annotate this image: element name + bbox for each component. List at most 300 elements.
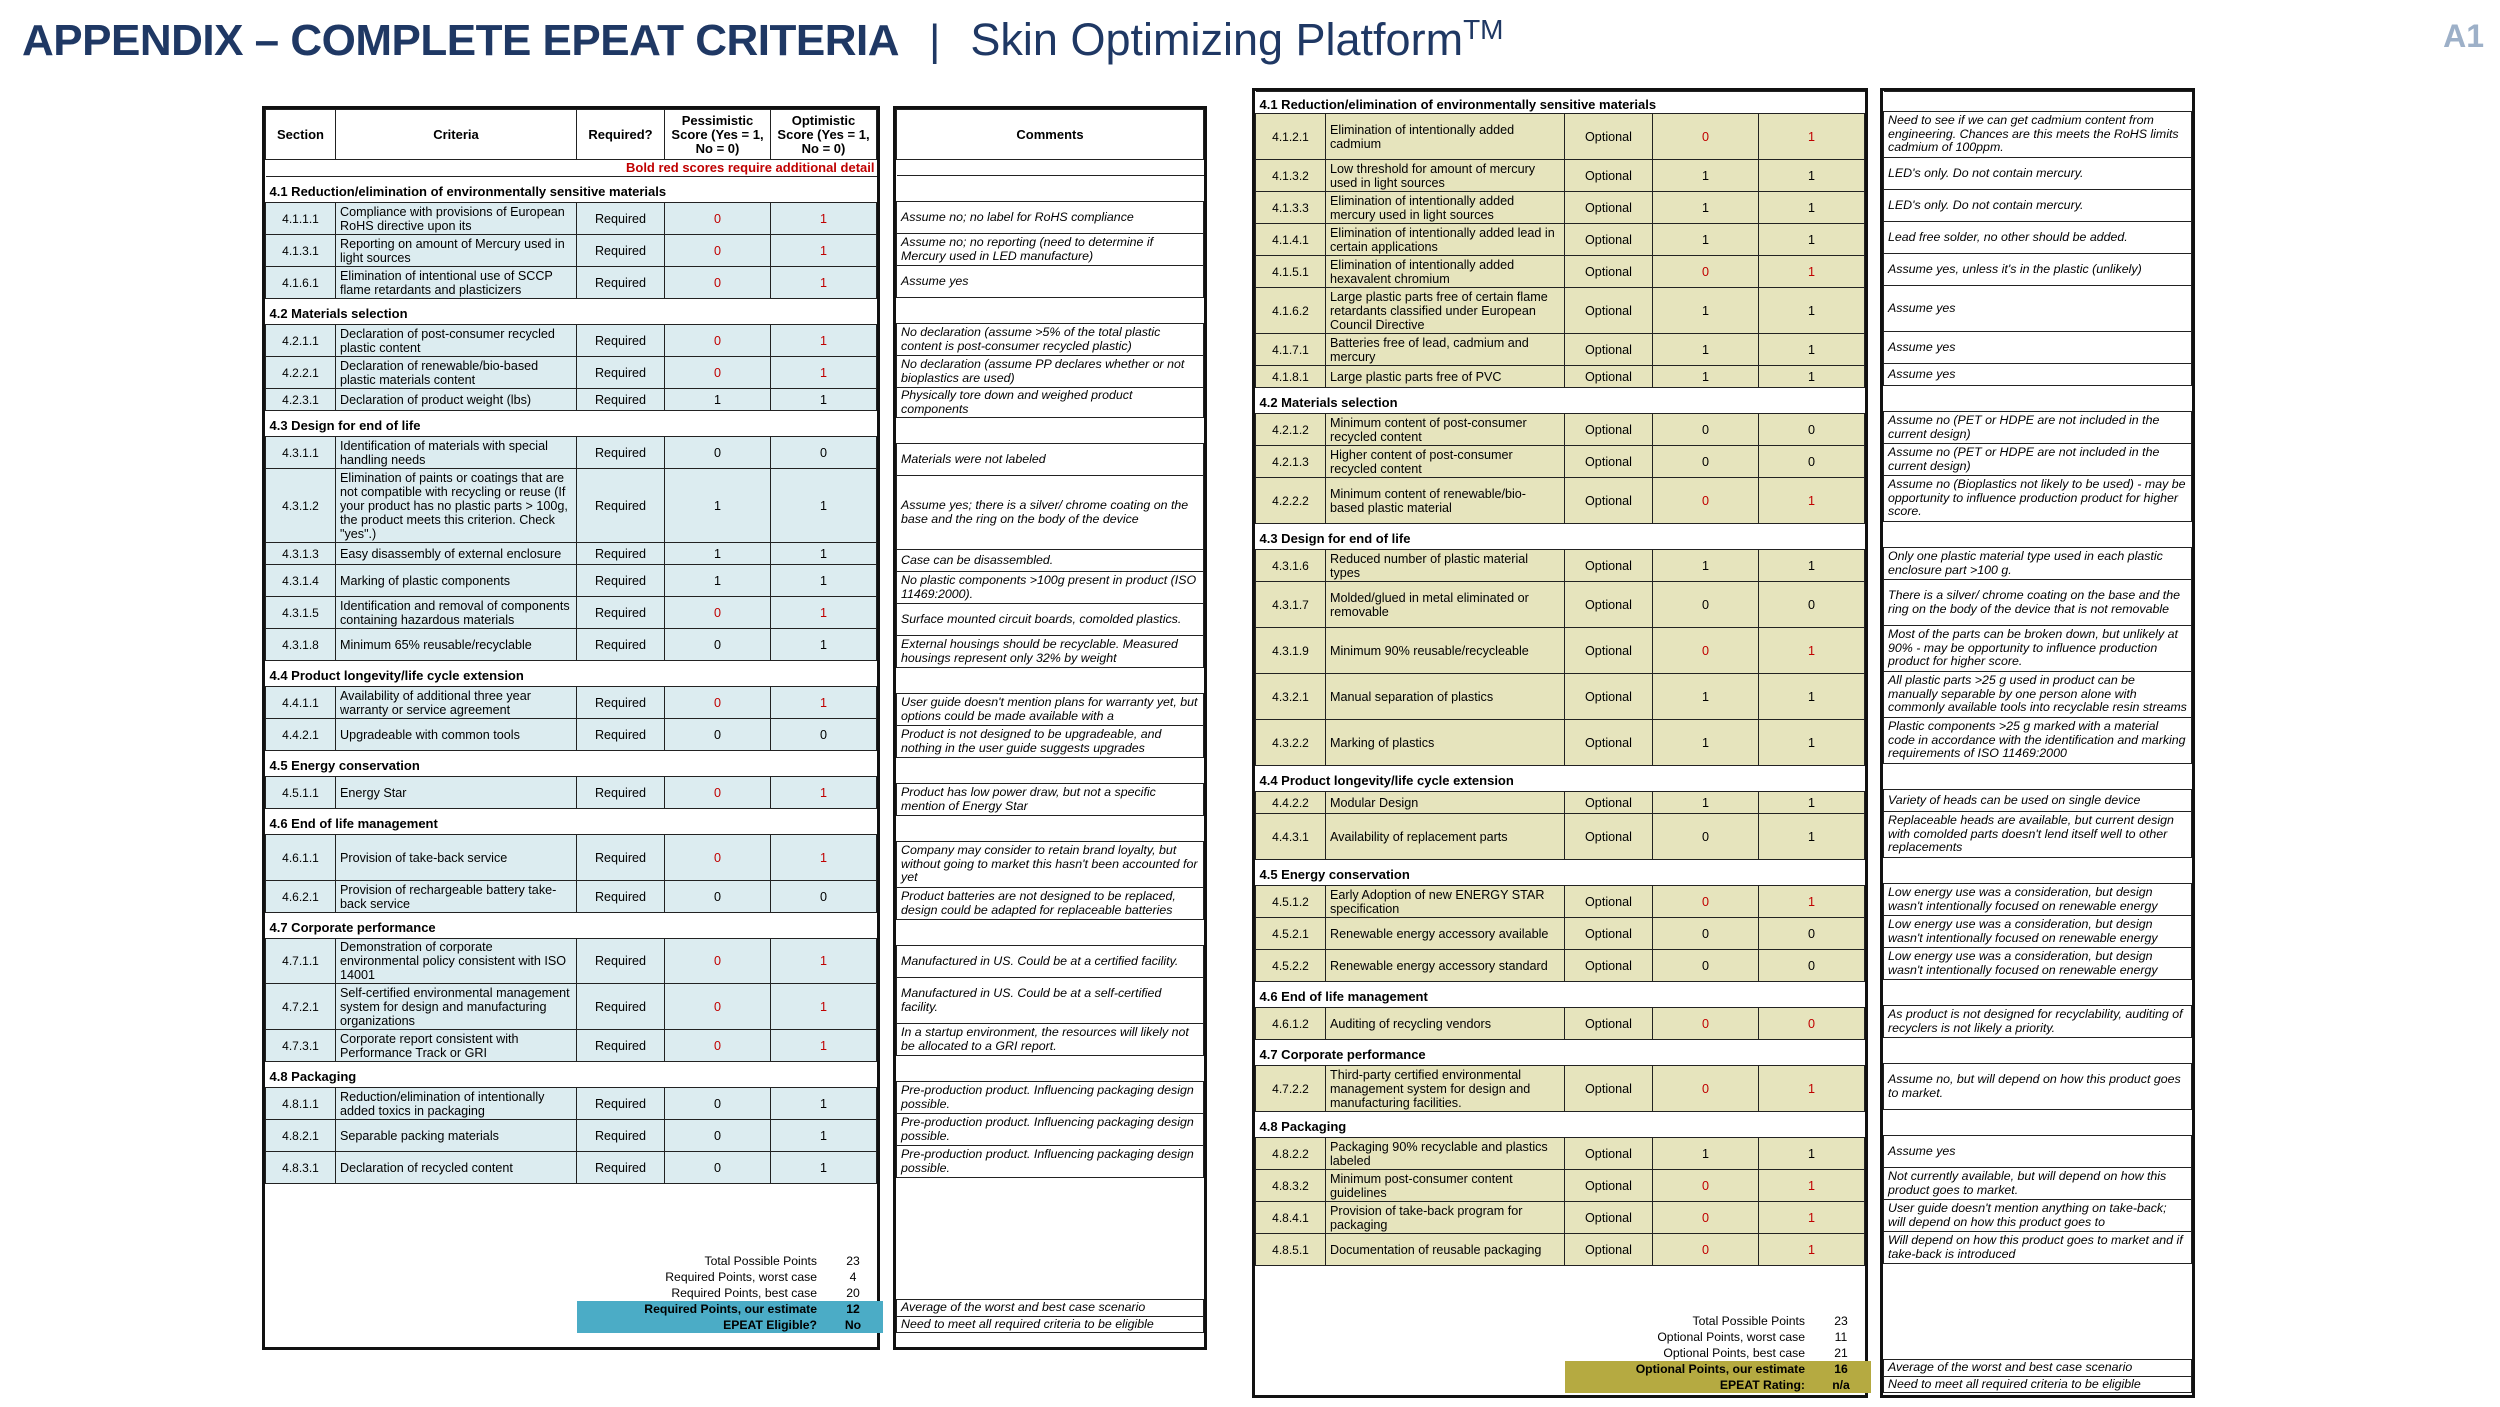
pessimistic-score: 0 <box>665 597 771 629</box>
pessimistic-score: 0 <box>1652 628 1758 674</box>
criteria-text: Declaration of recycled content <box>336 1152 577 1184</box>
criteria-code: 4.2.2.2 <box>1256 478 1326 524</box>
criteria-row <box>266 543 877 565</box>
criteria-code: 4.5.1.1 <box>266 777 336 809</box>
optimistic-score: 1 <box>1758 224 1864 256</box>
pessimistic-score: 1 <box>1652 720 1758 766</box>
criteria-text: Marking of plastic components <box>336 565 577 597</box>
summary-comment-row <box>1884 1360 2192 1377</box>
comment-text: LED's only. Do not contain mercury. <box>1884 158 2192 190</box>
criteria-text: Third-party certified environmental management system for design and manufacturing facilities. <box>1326 1066 1565 1112</box>
comment-text: User guide doesn't mention plans for warranty yet, but options could be made available with a <box>897 694 1204 726</box>
criteria-row <box>266 777 877 809</box>
summary-row <box>577 1285 883 1301</box>
criteria-row <box>1256 446 1865 478</box>
criteria-required: Optional <box>1564 674 1652 720</box>
comment-row <box>1884 332 2192 364</box>
criteria-required: Optional <box>1564 582 1652 628</box>
comment-gap <box>897 418 1204 444</box>
pessimistic-score: 0 <box>665 437 771 469</box>
criteria-text: Declaration of renewable/bio-based plastic materials content <box>336 357 577 389</box>
comment-text: No plastic components >100g present in product (ISO 11469:2000). <box>897 572 1204 604</box>
summary-value: 12 <box>823 1301 883 1317</box>
pessimistic-score: 0 <box>665 203 771 235</box>
comment-row <box>897 572 1204 604</box>
optimistic-score: 1 <box>771 543 877 565</box>
criteria-required: Optional <box>1564 1170 1652 1202</box>
criteria-required: Optional <box>1564 256 1652 288</box>
criteria-row <box>266 1030 877 1062</box>
comment-text: External housings should be recyclable. Measured housings represent only 32% by weight <box>897 636 1204 668</box>
criteria-required: Required <box>577 597 665 629</box>
criteria-code: 4.3.1.8 <box>266 629 336 661</box>
pessimistic-score: 0 <box>665 325 771 357</box>
criteria-code: 4.3.1.3 <box>266 543 336 565</box>
comment-row <box>897 266 1204 298</box>
comment-gap-row <box>1884 386 2192 412</box>
optimistic-score: 1 <box>1758 114 1864 160</box>
pessimistic-score: 0 <box>665 1088 771 1120</box>
criteria-required: Optional <box>1564 918 1652 950</box>
section-heading: 4.4 Product longevity/life cycle extension <box>1256 766 1865 792</box>
criteria-code: 4.6.1.2 <box>1256 1008 1326 1040</box>
criteria-row <box>266 629 877 661</box>
summary-row <box>1565 1377 1871 1393</box>
optimistic-score: 1 <box>771 203 877 235</box>
pessimistic-score: 1 <box>1652 334 1758 366</box>
optional-comments-body <box>1884 92 2192 1264</box>
criteria-row <box>266 687 877 719</box>
optimistic-score: 1 <box>771 325 877 357</box>
criteria-code: 4.1.6.2 <box>1256 288 1326 334</box>
comment-text: Product is not designed to be upgradeable, and nothing in the user guide suggests upgrades <box>897 726 1204 758</box>
criteria-row <box>1256 114 1865 160</box>
criteria-text: Molded/glued in metal eliminated or removable <box>1326 582 1565 628</box>
criteria-row <box>266 1088 877 1120</box>
pessimistic-score: 0 <box>665 267 771 299</box>
pessimistic-score: 1 <box>1652 192 1758 224</box>
comments-spacer <box>897 160 1204 176</box>
pessimistic-score: 0 <box>665 777 771 809</box>
criteria-code: 4.7.3.1 <box>266 1030 336 1062</box>
comment-text: Pre-production product. Influencing packaging design possible. <box>897 1082 1204 1114</box>
section-heading: 4.8 Packaging <box>1256 1112 1865 1138</box>
pessimistic-score: 0 <box>665 881 771 913</box>
comment-text: Assume no (PET or HDPE are not included in the current design) <box>1884 412 2192 444</box>
criteria-row <box>266 437 877 469</box>
summary-comment-row <box>897 1316 1204 1333</box>
criteria-row <box>1256 1008 1865 1040</box>
criteria-required: Optional <box>1564 1008 1652 1040</box>
optimistic-score: 1 <box>771 939 877 984</box>
pessimistic-score: 0 <box>1652 446 1758 478</box>
required-summary-comments <box>896 1299 1204 1333</box>
criteria-text: Renewable energy accessory available <box>1326 918 1565 950</box>
comment-text: Assume no (Bioplastics not likely to be used) - may be opportunity to influence production product for higher score. <box>1884 476 2192 522</box>
optimistic-score: 0 <box>1758 950 1864 982</box>
comment-gap <box>897 758 1204 784</box>
pessimistic-score: 0 <box>1652 114 1758 160</box>
pessimistic-score: 0 <box>1652 1008 1758 1040</box>
criteria-required: Required <box>577 1152 665 1184</box>
section-heading: 4.1 Reduction/elimination of environmentally sensitive materials <box>1256 92 1865 114</box>
comment-row <box>1884 1006 2192 1038</box>
criteria-required: Required <box>577 565 665 597</box>
criteria-code: 4.4.2.1 <box>266 719 336 751</box>
criteria-code: 4.1.5.1 <box>1256 256 1326 288</box>
criteria-row <box>1256 886 1865 918</box>
comment-row <box>1884 444 2192 476</box>
comment-text: Manufactured in US. Could be at a self-certified facility. <box>897 978 1204 1024</box>
criteria-row <box>1256 628 1865 674</box>
comment-text: Manufactured in US. Could be at a certified facility. <box>897 946 1204 978</box>
criteria-required: Required <box>577 719 665 751</box>
summary-label: EPEAT Eligible? <box>577 1317 823 1333</box>
required-summary <box>577 1253 883 1333</box>
criteria-code: 4.4.1.1 <box>266 687 336 719</box>
criteria-text: Early Adoption of new ENERGY STAR specification <box>1326 886 1565 918</box>
criteria-text: Provision of take-back service <box>336 835 577 881</box>
criteria-row <box>1256 1138 1865 1170</box>
comment-gap <box>1884 386 2192 412</box>
comment-text: Variety of heads can be used on single device <box>1884 790 2192 812</box>
criteria-code: 4.1.1.1 <box>266 203 336 235</box>
section-heading-row <box>266 661 877 687</box>
section-heading-row <box>266 913 877 939</box>
criteria-text: Elimination of intentionally added cadmium <box>1326 114 1565 160</box>
comment-row <box>897 946 1204 978</box>
criteria-code: 4.6.1.1 <box>266 835 336 881</box>
pessimistic-score: 0 <box>1652 814 1758 860</box>
pessimistic-score: 1 <box>1652 550 1758 582</box>
criteria-required: Required <box>577 629 665 661</box>
criteria-row <box>1256 414 1865 446</box>
comment-row <box>1884 718 2192 764</box>
optimistic-score: 1 <box>1758 256 1864 288</box>
page-number: A1 <box>2443 18 2484 54</box>
comment-text: As product is not designed for recyclability, auditing of recyclers is not likely a priority. <box>1884 1006 2192 1038</box>
comment-gap <box>1884 980 2192 1006</box>
criteria-row <box>1256 366 1865 388</box>
summary-row <box>1565 1361 1871 1377</box>
comment-row <box>897 388 1204 418</box>
summary-row <box>1565 1329 1871 1345</box>
summary-label: Required Points, worst case <box>665 1270 817 1284</box>
criteria-required: Optional <box>1564 550 1652 582</box>
comment-row <box>897 1082 1204 1114</box>
comment-row <box>1884 812 2192 858</box>
optimistic-score: 1 <box>1758 628 1864 674</box>
optimistic-score: 1 <box>771 777 877 809</box>
optional-summary <box>1565 1313 1871 1393</box>
section-heading-row <box>1256 860 1865 886</box>
criteria-row <box>266 267 877 299</box>
summary-value: 23 <box>1834 1314 1848 1328</box>
comment-text: Assume yes <box>1884 1136 2192 1168</box>
criteria-text: Manual separation of plastics <box>1326 674 1565 720</box>
comment-row <box>897 636 1204 668</box>
optimistic-score: 1 <box>1758 334 1864 366</box>
required-comments-panel <box>893 106 1207 1350</box>
comment-text: Low energy use was a consideration, but design wasn't intentionally focused on renewable energy <box>1884 948 2192 980</box>
criteria-required: Required <box>577 1088 665 1120</box>
comment-gap-row <box>1884 92 2192 112</box>
comment-text: Will depend on how this product goes to market and if take-back is introduced <box>1884 1232 2192 1264</box>
criteria-text: Identification and removal of components containing hazardous materials <box>336 597 577 629</box>
summary-value: 21 <box>1834 1346 1848 1360</box>
criteria-code: 4.1.3.3 <box>1256 192 1326 224</box>
criteria-required: Required <box>577 687 665 719</box>
comment-row <box>1884 1168 2192 1200</box>
criteria-row <box>1256 918 1865 950</box>
page-subtitle <box>970 14 1503 66</box>
summary-comment: Average of the worst and best case scenario <box>1884 1360 2192 1377</box>
comment-text: Physically tore down and weighed product components <box>897 388 1204 418</box>
comment-row <box>1884 672 2192 718</box>
trademark-mark: TM <box>1463 14 1504 45</box>
summary-comment: Need to meet all required criteria to be eligible <box>1884 1376 2192 1393</box>
comment-text: Assume no (PET or HDPE are not included in the current design) <box>1884 444 2192 476</box>
optional-criteria-panel <box>1252 88 1868 1398</box>
optimistic-score: 1 <box>1758 478 1864 524</box>
criteria-text: Elimination of intentionally added hexavalent chromium <box>1326 256 1565 288</box>
optimistic-score: 0 <box>1758 918 1864 950</box>
optimistic-score: 1 <box>1758 720 1864 766</box>
criteria-text: Declaration of post-consumer recycled plastic content <box>336 325 577 357</box>
comment-gap-row <box>897 758 1204 784</box>
optimistic-score: 0 <box>1758 414 1864 446</box>
comment-text: Low energy use was a consideration, but design wasn't intentionally focused on renewable energy <box>1884 916 2192 948</box>
comment-row <box>897 324 1204 356</box>
section-heading: 4.2 Materials selection <box>266 299 877 325</box>
comment-row <box>897 604 1204 636</box>
criteria-text: Minimum content of post-consumer recycled content <box>1326 414 1565 446</box>
required-criteria-table <box>265 109 877 1184</box>
optimistic-score: 1 <box>771 687 877 719</box>
criteria-code: 4.5.2.2 <box>1256 950 1326 982</box>
criteria-required: Optional <box>1564 414 1652 446</box>
summary-value: 11 <box>1834 1330 1848 1344</box>
pessimistic-score: 0 <box>665 719 771 751</box>
summary-label: Total Possible Points <box>1692 1314 1805 1328</box>
criteria-row <box>266 565 877 597</box>
comment-text: No declaration (assume >5% of the total plastic content is post-consumer recycled plastic) <box>897 324 1204 356</box>
optional-criteria-body <box>1256 92 1865 1266</box>
summary-row <box>1565 1313 1871 1329</box>
comment-row <box>897 1114 1204 1146</box>
optimistic-score: 0 <box>1758 1008 1864 1040</box>
pessimistic-score: 1 <box>665 469 771 543</box>
section-heading: 4.7 Corporate performance <box>1256 1040 1865 1066</box>
criteria-code: 4.2.1.3 <box>1256 446 1326 478</box>
criteria-required: Optional <box>1564 628 1652 674</box>
required-comments-body <box>897 176 1204 1178</box>
pessimistic-score: 0 <box>665 984 771 1030</box>
criteria-required: Optional <box>1564 446 1652 478</box>
comment-text: Most of the parts can be broken down, but unlikely at 90% - may be opportunity to influence production product for higher score. <box>1884 626 2192 672</box>
subtitle-text: Skin Optimizing Platform <box>970 14 1464 65</box>
comment-gap <box>1884 1110 2192 1136</box>
criteria-code: 4.7.1.1 <box>266 939 336 984</box>
section-heading-row <box>266 809 877 835</box>
red-score-note: Bold red scores require additional detail <box>625 160 875 175</box>
criteria-code: 4.3.1.6 <box>1256 550 1326 582</box>
comment-text: Only one plastic material type used in each plastic enclosure part >100 g. <box>1884 548 2192 580</box>
comment-row <box>1884 884 2192 916</box>
criteria-required: Optional <box>1564 224 1652 256</box>
criteria-required: Required <box>577 543 665 565</box>
criteria-text: Identification of materials with special handling needs <box>336 437 577 469</box>
comment-gap-row <box>897 176 1204 202</box>
comment-text: Assume yes <box>1884 332 2192 364</box>
summary-row <box>577 1317 883 1333</box>
pessimistic-score: 0 <box>1652 1066 1758 1112</box>
criteria-required: Required <box>577 881 665 913</box>
criteria-text: Self-certified environmental management system for design and manufacturing organizations <box>336 984 577 1030</box>
comment-text: Pre-production product. Influencing packaging design possible. <box>897 1146 1204 1178</box>
criteria-code: 4.8.4.1 <box>1256 1202 1326 1234</box>
criteria-row <box>266 881 877 913</box>
criteria-row <box>1256 1234 1865 1266</box>
pessimistic-score: 0 <box>1652 414 1758 446</box>
section-heading: 4.2 Materials selection <box>1256 388 1865 414</box>
criteria-required: Optional <box>1564 1234 1652 1266</box>
optimistic-score: 1 <box>1758 550 1864 582</box>
comment-row <box>897 1024 1204 1056</box>
comment-gap-row <box>1884 858 2192 884</box>
criteria-text: Demonstration of corporate environmental policy consistent with ISO 14001 <box>336 939 577 984</box>
comment-text: In a startup environment, the resources will likely not be allocated to a GRI report. <box>897 1024 1204 1056</box>
pessimistic-score: 1 <box>1652 366 1758 388</box>
summary-row <box>577 1301 883 1317</box>
criteria-code: 4.5.2.1 <box>1256 918 1326 950</box>
criteria-text: Elimination of intentional use of SCCP flame retardants and plasticizers <box>336 267 577 299</box>
criteria-row <box>1256 582 1865 628</box>
pessimistic-score: 0 <box>1652 1170 1758 1202</box>
pessimistic-score: 1 <box>1652 288 1758 334</box>
criteria-row <box>266 1152 877 1184</box>
comment-gap-row <box>1884 980 2192 1006</box>
comment-row <box>1884 364 2192 386</box>
comment-gap <box>897 176 1204 202</box>
summary-comment: Need to meet all required criteria to be eligible <box>897 1316 1204 1333</box>
summary-comment: Average of the worst and best case scenario <box>897 1300 1204 1317</box>
summary-value: 16 <box>1811 1361 1871 1377</box>
criteria-text: Provision of rechargeable battery take-back service <box>336 881 577 913</box>
pessimistic-score: 0 <box>1652 1234 1758 1266</box>
section-heading: 4.1 Reduction/elimination of environmentally sensitive materials <box>266 177 877 203</box>
summary-row <box>577 1269 883 1285</box>
comment-gap-row <box>897 418 1204 444</box>
criteria-row <box>266 325 877 357</box>
comment-text: Assume no; no label for RoHS compliance <box>897 202 1204 234</box>
pessimistic-score: 0 <box>665 629 771 661</box>
comment-row <box>897 784 1204 816</box>
section-heading-row <box>266 751 877 777</box>
optimistic-score: 1 <box>771 984 877 1030</box>
comment-text: Company may consider to retain brand loyalty, but without going to market this hasn't been accounted for yet <box>897 842 1204 888</box>
criteria-required: Required <box>577 1120 665 1152</box>
criteria-code: 4.8.3.2 <box>1256 1170 1326 1202</box>
criteria-text: Elimination of paints or coatings that are not compatible with recycling or reuse (If your product has no plastic parts > 100g, the product meets this criterion. Check "yes".) <box>336 469 577 543</box>
pessimistic-score: 0 <box>1652 478 1758 524</box>
pessimistic-score: 0 <box>665 1120 771 1152</box>
criteria-row <box>1256 1170 1865 1202</box>
summary-comment-row <box>897 1300 1204 1317</box>
comment-text: Case can be disassembled. <box>897 550 1204 572</box>
pessimistic-score: 1 <box>1652 674 1758 720</box>
optional-criteria-table <box>1255 91 1865 1266</box>
optimistic-score: 1 <box>771 389 877 411</box>
criteria-required: Optional <box>1564 478 1652 524</box>
section-heading: 4.5 Energy conservation <box>266 751 877 777</box>
comment-gap <box>897 298 1204 324</box>
summary-label: Required Points, our estimate <box>577 1301 823 1317</box>
section-heading: 4.6 End of life management <box>1256 982 1865 1008</box>
criteria-text: Minimum 90% reusable/recycleable <box>1326 628 1565 674</box>
pessimistic-score: 1 <box>1652 160 1758 192</box>
criteria-code: 4.3.2.2 <box>1256 720 1326 766</box>
criteria-row <box>1256 478 1865 524</box>
comment-text: Low energy use was a consideration, but design wasn't intentionally focused on renewable energy <box>1884 884 2192 916</box>
comment-gap-row <box>1884 764 2192 790</box>
pessimistic-score: 0 <box>665 687 771 719</box>
criteria-required: Optional <box>1564 950 1652 982</box>
optimistic-score: 0 <box>771 881 877 913</box>
criteria-row <box>266 835 877 881</box>
comment-text: Assume no, but will depend on how this product goes to market. <box>1884 1064 2192 1110</box>
criteria-required: Required <box>577 437 665 469</box>
criteria-row <box>1256 674 1865 720</box>
required-criteria-body <box>266 177 877 1184</box>
summary-label: EPEAT Rating: <box>1565 1377 1811 1393</box>
criteria-row <box>266 1120 877 1152</box>
pessimistic-score: 0 <box>1652 1202 1758 1234</box>
comment-row <box>1884 626 2192 672</box>
criteria-required: Optional <box>1564 1138 1652 1170</box>
pessimistic-score: 1 <box>1652 792 1758 814</box>
criteria-row <box>266 939 877 984</box>
comment-row <box>1884 1200 2192 1232</box>
col-criteria: Criteria <box>336 110 577 160</box>
comment-gap-row <box>897 1056 1204 1082</box>
comment-text: Surface mounted circuit boards, comolded plastics. <box>897 604 1204 636</box>
optimistic-score: 1 <box>771 469 877 543</box>
criteria-text: Low threshold for amount of mercury used in light sources <box>1326 160 1565 192</box>
criteria-code: 4.2.3.1 <box>266 389 336 411</box>
optimistic-score: 1 <box>1758 1138 1864 1170</box>
section-heading-row <box>266 177 877 203</box>
criteria-required: Required <box>577 235 665 267</box>
criteria-required: Required <box>577 325 665 357</box>
section-heading: 4.8 Packaging <box>266 1062 877 1088</box>
comment-text: Assume yes <box>1884 286 2192 332</box>
pessimistic-score: 1 <box>665 389 771 411</box>
optimistic-score: 1 <box>1758 1234 1864 1266</box>
required-comments-table <box>896 109 1204 1178</box>
optimistic-score: 1 <box>771 1088 877 1120</box>
optimistic-score: 1 <box>1758 192 1864 224</box>
comment-row <box>1884 190 2192 222</box>
optional-comments-table <box>1883 91 2192 1264</box>
criteria-row <box>1256 814 1865 860</box>
comment-row <box>1884 412 2192 444</box>
criteria-text: Modular Design <box>1326 792 1565 814</box>
criteria-code: 4.1.3.2 <box>1256 160 1326 192</box>
optimistic-score: 1 <box>771 357 877 389</box>
comment-gap <box>897 668 1204 694</box>
criteria-row <box>266 235 877 267</box>
